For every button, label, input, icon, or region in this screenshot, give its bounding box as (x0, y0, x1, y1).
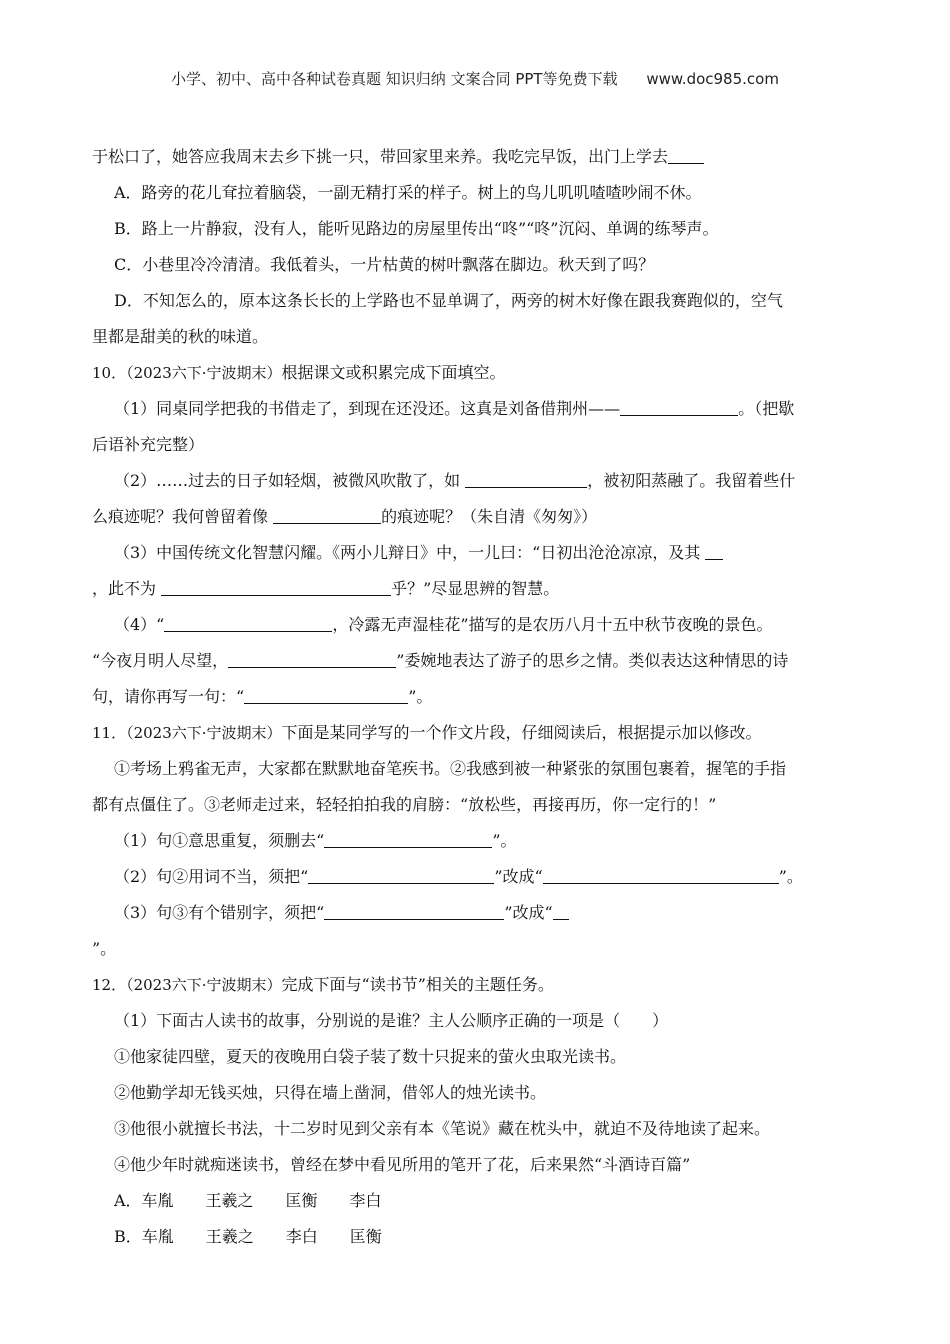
answer-blank[interactable] (465, 471, 587, 488)
option-d-cont: 里都是甜美的秋的味道。 (92, 327, 269, 346)
q12-sub1: （1）下面古人读书的故事，分别说的是谁？主人公顺序正确的一项是（ ） (114, 1011, 669, 1030)
option-b[interactable]: B．路上一片静寂，没有人，能听见路边的房屋里传出“咚”“咚”沉闷、单调的练琴声。 (114, 219, 719, 238)
question-12-header: 12．（2023六下·宁波期末）完成下面与“读书节”相关的主题任务。 (92, 975, 554, 994)
header-left: 小学、初中、高中各种试卷真题 知识归纳 文案合同 PPT等免费下载 (171, 70, 618, 88)
q12-option-a[interactable]: A．车胤 王羲之 匡衡 李白 (114, 1191, 382, 1210)
answer-blank[interactable] (164, 615, 332, 632)
q11-sub2: （2）句②用词不当，须把“ ”改成“ ”。 (114, 867, 803, 886)
option-a[interactable]: A．路旁的花儿耷拉着脑袋，一副无精打采的样子。树上的鸟儿叽叽喳喳吵闹不休。 (114, 183, 702, 202)
answer-blank[interactable] (543, 867, 779, 884)
q11-sub3: （3）句③有个错别字，须把“ ”改成“ (114, 902, 569, 924)
q11-sub3-cont: ”。 (92, 939, 117, 958)
q11-passage-line2: 都有点僵住了。③老师走过来，轻轻拍拍我的肩膀：“放松些，再接再历，你一定行的！” (92, 795, 717, 814)
option-d[interactable]: D．不知怎么的，原本这条长长的上学路也不显单调了，两旁的树木好像在跟我赛跑似的，空气 (114, 291, 783, 310)
q10-sub2: （2）……过去的日子如轻烟，被微风吹散了，如 ，被初阳蒸融了。我留着些什 (114, 471, 796, 490)
page-header (0, 68, 950, 89)
answer-blank[interactable] (705, 543, 723, 560)
q10-sub1-cont: 后语补充完整） (92, 435, 205, 454)
q10-sub2-cont: 么痕迹呢？我何曾留着像 的痕迹呢？（朱自清《匆匆》） (92, 507, 598, 526)
option-c[interactable]: C．小巷里冷冷清清。我低着头，一片枯黄的树叶飘落在脚边。秋天到了吗？ (114, 255, 655, 274)
answer-blank[interactable] (228, 651, 396, 668)
q12-option-b[interactable]: B．车胤 王羲之 李白 匡衡 (114, 1227, 382, 1246)
q11-sub1: （1）句①意思重复，须删去“ ”。 (114, 831, 517, 850)
answer-blank[interactable] (620, 399, 738, 416)
cont-intro: 于松口了，她答应我周末去乡下挑一只，带回家里来养。我吃完早饭，出门上学去 (92, 146, 704, 168)
q10-sub4-line2: “今夜月明人尽望， ”委婉地表达了游子的思乡之情。类似表达这种情思的诗 (92, 651, 789, 670)
answer-blank[interactable] (324, 831, 492, 848)
q11-passage-line1: ①考场上鸦雀无声，大家都在默默地奋笔疾书。②我感到被一种紧张的氛围包裹着，握笔的手指 (114, 759, 787, 778)
q10-sub3: （3）中国传统文化智慧闪耀。《两小儿辩日》中，一儿曰：“日初出沧沧凉凉，及其 (114, 542, 723, 564)
answer-blank[interactable] (308, 867, 494, 884)
answer-blank[interactable] (553, 903, 569, 920)
header-site[interactable]: www.doc985.com (646, 70, 779, 88)
q12-item-3: ③他很小就擅长书法，十二岁时见到父亲有本《笔说》藏在枕头中，就迫不及待地读了起来。 (114, 1119, 771, 1138)
answer-blank[interactable] (244, 687, 408, 704)
question-10-header: 10．（2023六下·宁波期末）根据课文或积累完成下面填空。 (92, 363, 506, 382)
question-11-header: 11．（2023六下·宁波期末）下面是某同学写的一个作文片段，仔细阅读后，根据提示加以修改。 (92, 723, 762, 742)
q10-sub1: （1）同桌同学把我的书借走了，到现在还没还。这真是刘备借荆州—— 。（把歇 (114, 399, 795, 418)
q10-sub4-line3: 句，请你再写一句：“ ”。 (92, 687, 433, 706)
answer-blank[interactable] (324, 903, 504, 920)
q12-item-2: ②他勤学却无钱买烛，只得在墙上凿洞，借邻人的烛光读书。 (114, 1083, 547, 1102)
q12-item-1: ①他家徒四壁，夏天的夜晚用白袋子装了数十只捉来的萤火虫取光读书。 (114, 1047, 627, 1066)
q10-sub3-cont: ，此不为 乎？”尽显思辨的智慧。 (92, 579, 560, 598)
q10-sub4: （4）“ ，冷露无声湿桂花”描写的是农历八月十五中秋节夜晚的景色。 (114, 615, 773, 634)
answer-blank[interactable] (273, 507, 381, 524)
answer-blank[interactable] (161, 579, 391, 596)
q12-item-4: ④他少年时就痴迷读书，曾经在梦中看见所用的笔开了花，后来果然“斗酒诗百篇” (114, 1155, 691, 1174)
answer-blank[interactable] (668, 147, 704, 164)
